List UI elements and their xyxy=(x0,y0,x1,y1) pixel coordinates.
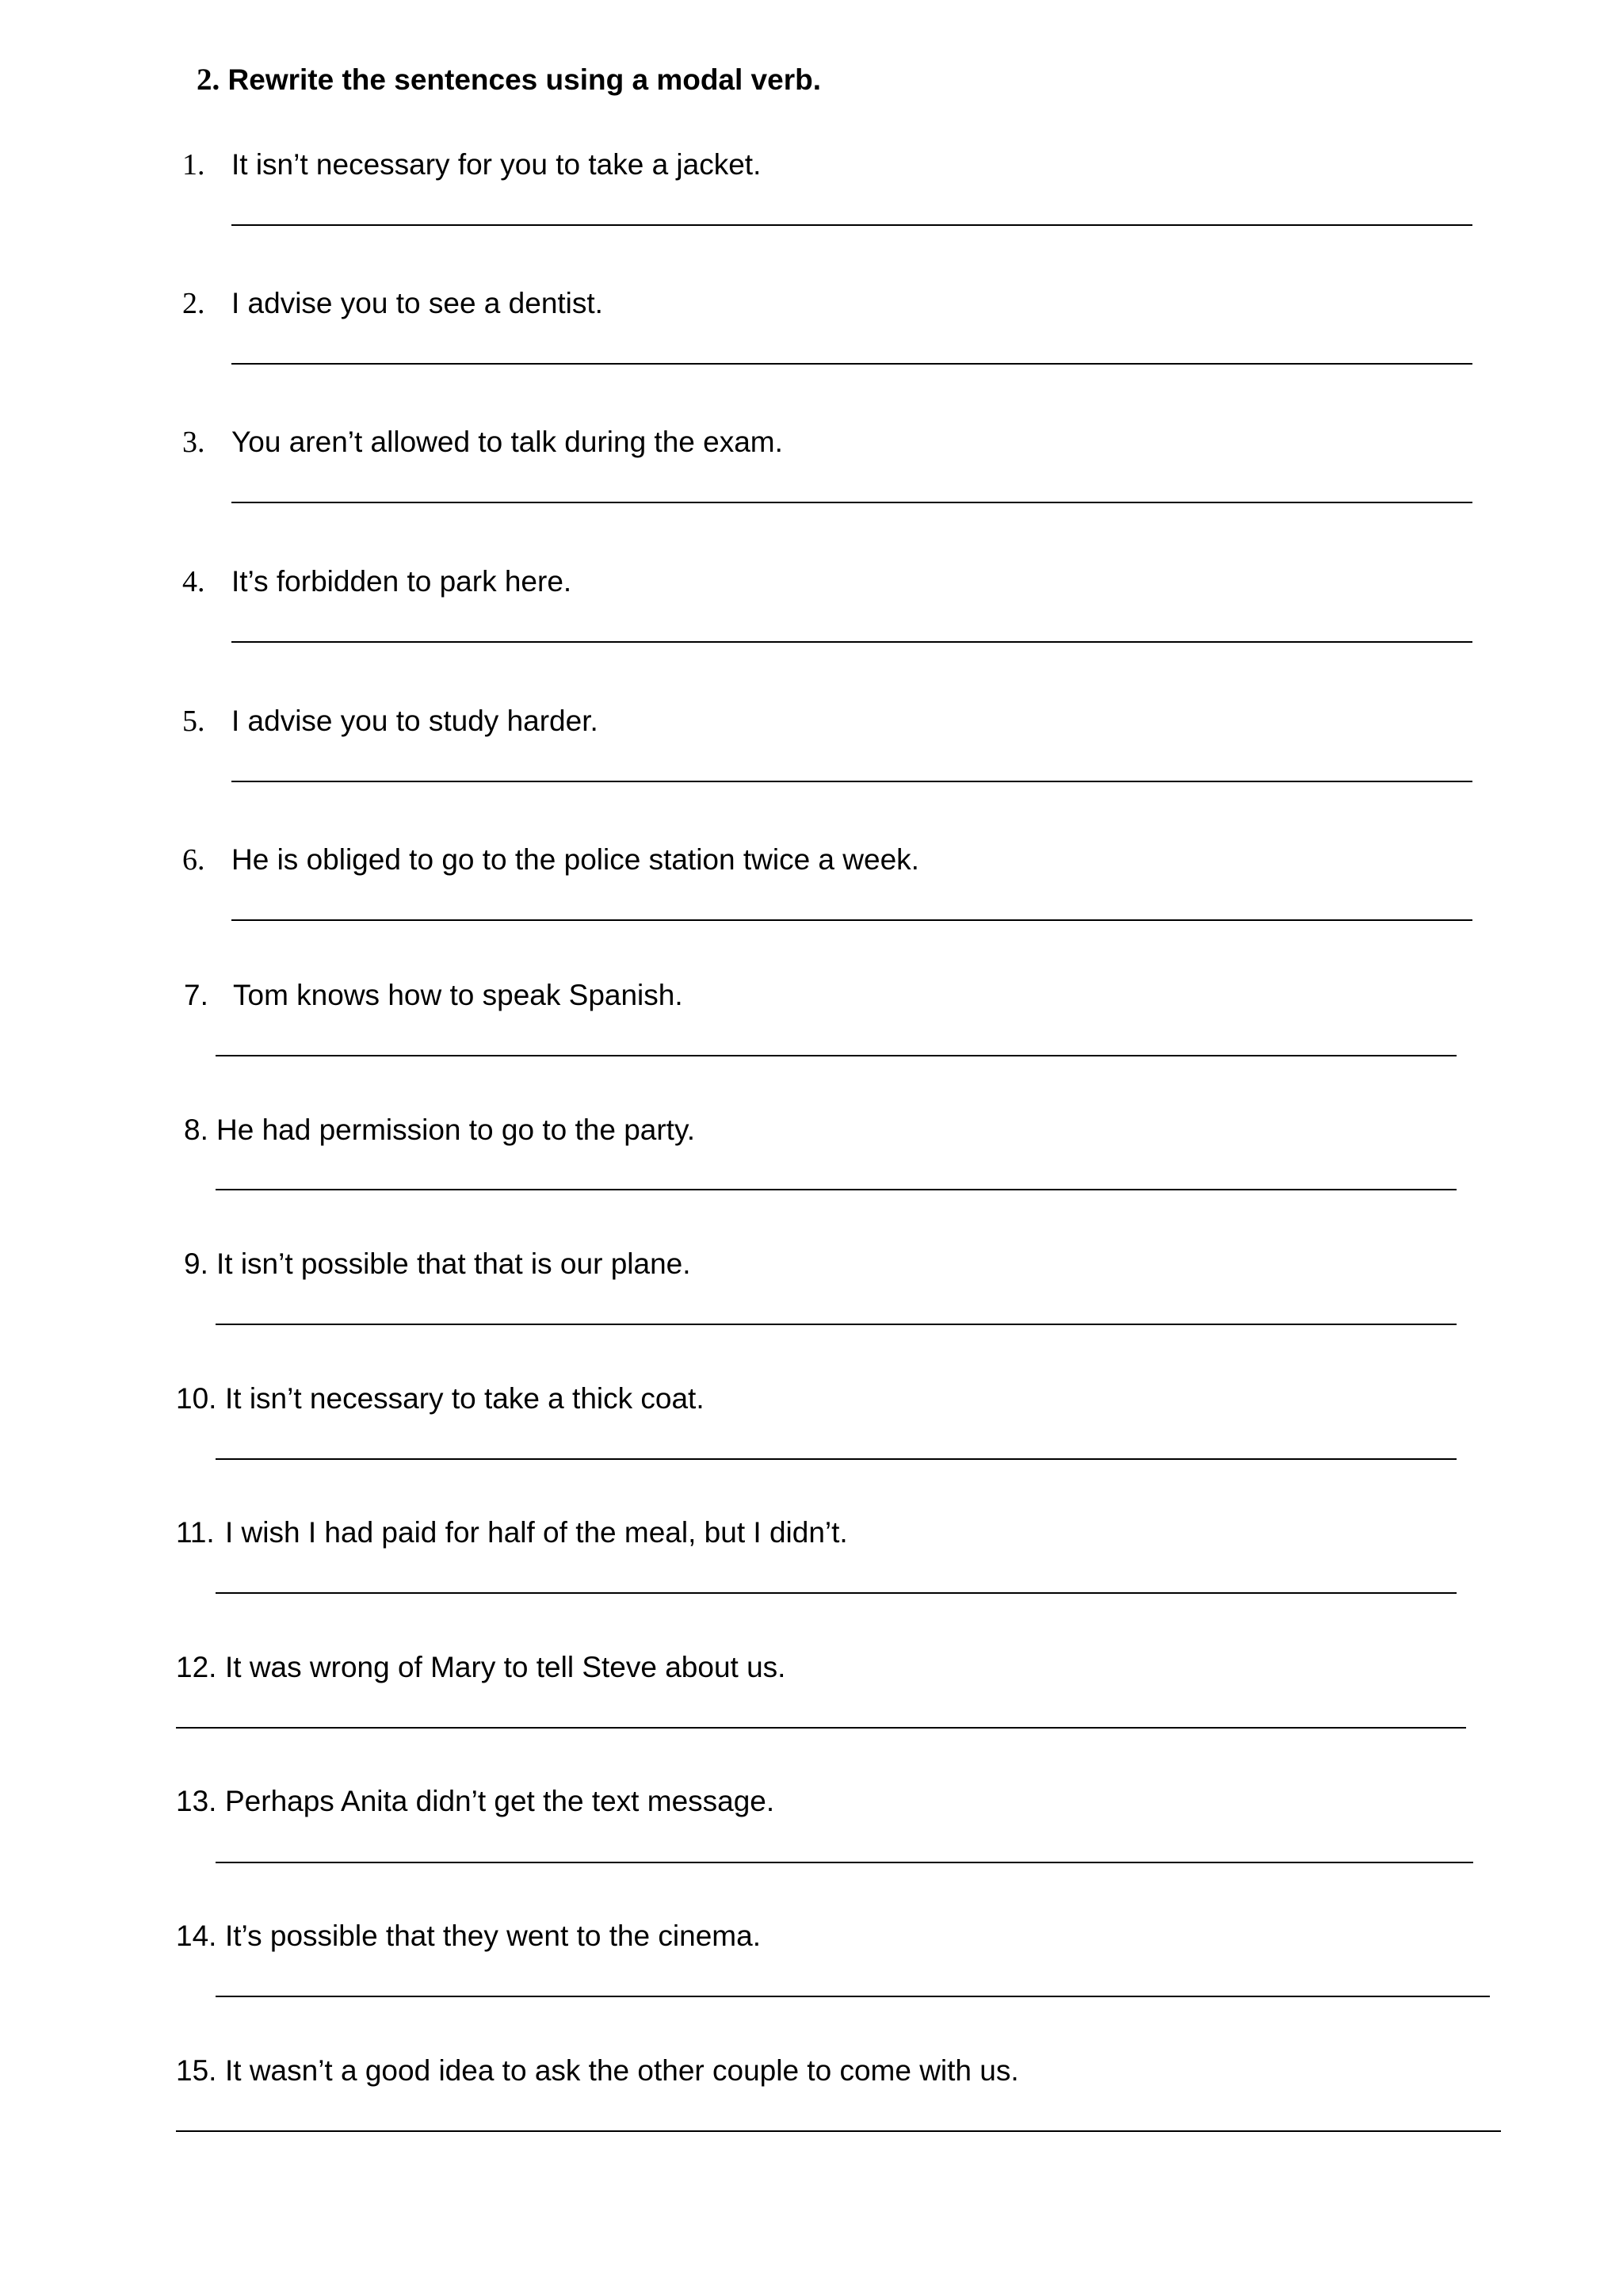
question-text: He is obliged to go to the police station twice a week. xyxy=(231,843,919,876)
question-text: Tom knows how to speak Spanish. xyxy=(233,979,683,1011)
question-number: 9. xyxy=(184,1247,208,1280)
question-text: I wish I had paid for half of the meal, but I didn’t. xyxy=(225,1516,848,1549)
question-text: It isn’t possible that that is our plane. xyxy=(216,1247,691,1280)
question-text: It isn’t necessary to take a thick coat. xyxy=(225,1382,705,1415)
question-number: 13. xyxy=(176,1785,217,1817)
question-number: 2. xyxy=(182,287,205,320)
answer-line[interactable] xyxy=(216,1862,1473,1863)
question-number: 5. xyxy=(182,705,205,738)
answer-line[interactable] xyxy=(216,1055,1457,1056)
question-text: It’s possible that they went to the cinema. xyxy=(225,1920,761,1952)
question-number: 12. xyxy=(176,1651,217,1683)
question-number: 10. xyxy=(176,1382,217,1415)
question-text: You aren’t allowed to talk during the exam. xyxy=(231,426,783,458)
exercise-instruction: Rewrite the sentences using a modal verb. xyxy=(227,63,821,96)
question-number: 6. xyxy=(182,843,205,877)
question-number: 3. xyxy=(182,426,205,459)
question-text: It wasn’t a good idea to ask the other couple to come with us. xyxy=(225,2054,1019,2087)
answer-line[interactable] xyxy=(231,641,1472,643)
answer-line[interactable] xyxy=(231,919,1472,921)
answer-line[interactable] xyxy=(231,224,1472,226)
question-number: 4. xyxy=(182,565,205,598)
answer-line[interactable] xyxy=(216,1189,1457,1190)
question-text: It’s forbidden to park here. xyxy=(231,565,572,598)
question-number: 14. xyxy=(176,1920,217,1952)
answer-line[interactable] xyxy=(216,1458,1457,1460)
question-text: It isn’t necessary for you to take a jacket. xyxy=(231,148,762,181)
question-number: 7. xyxy=(184,979,208,1011)
answer-line[interactable] xyxy=(216,1996,1490,1997)
question-number: 8. xyxy=(184,1114,208,1146)
question-text: It was wrong of Mary to tell Steve about us. xyxy=(225,1651,786,1683)
answer-line[interactable] xyxy=(176,2130,1501,2132)
question-text: I advise you to see a dentist. xyxy=(231,287,603,319)
answer-line[interactable] xyxy=(216,1592,1457,1594)
answer-line[interactable] xyxy=(176,1727,1466,1729)
question-text: Perhaps Anita didn’t get the text message. xyxy=(225,1785,775,1817)
question-number: 11. xyxy=(176,1516,215,1549)
exercise-number: 2. xyxy=(197,63,220,97)
exercise-heading xyxy=(197,62,821,97)
question-number: 15. xyxy=(176,2054,217,2087)
answer-line[interactable] xyxy=(216,1324,1457,1325)
question-number: 1. xyxy=(182,148,205,181)
answer-line[interactable] xyxy=(231,502,1472,503)
question-text: I advise you to study harder. xyxy=(231,705,598,737)
answer-line[interactable] xyxy=(231,363,1472,365)
answer-line[interactable] xyxy=(231,781,1472,782)
question-text: He had permission to go to the party. xyxy=(216,1114,695,1146)
